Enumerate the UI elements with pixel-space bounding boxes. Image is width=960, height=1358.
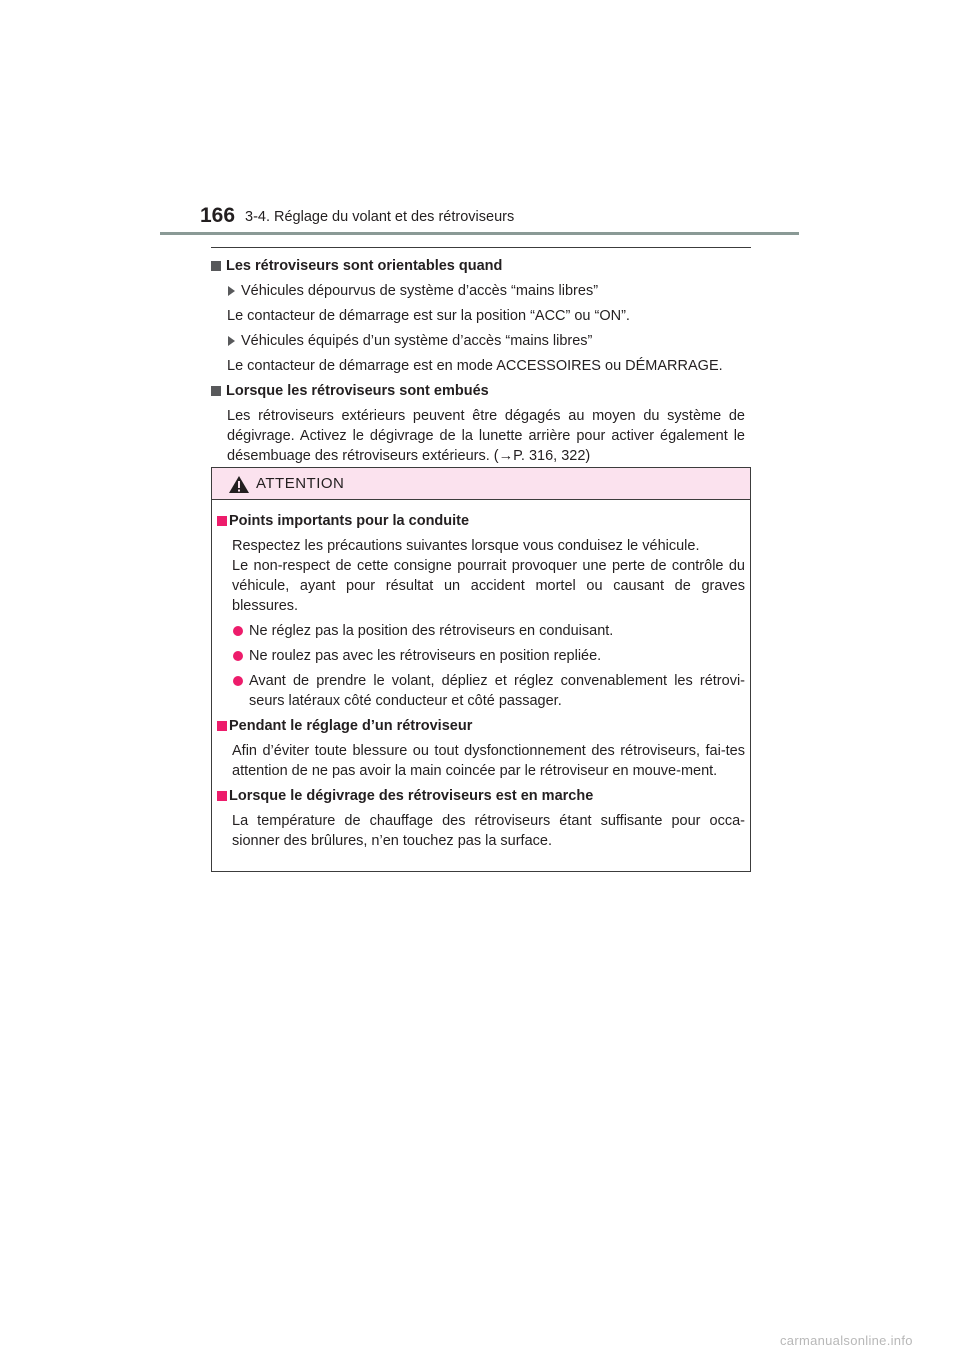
square-bullet-icon: [217, 791, 227, 801]
square-bullet-icon: [217, 721, 227, 731]
list-item: Ne roulez pas avec les rétroviseurs en position repliée.: [217, 646, 745, 666]
content-top-rule: [211, 247, 751, 248]
paragraph: La température de chauffage des rétroviseurs étant suffisante pour occa-sionner des brûlures, n’en touchez pas la surface.: [232, 813, 745, 849]
triangle-bullet-icon: [228, 286, 235, 296]
attention-body: [217, 511, 745, 856]
heading-mirrors-fogged: Lorsque les rétroviseurs sont embués: [211, 381, 751, 401]
paragraph: Le non-respect de cette consigne pourrait provoquer une perte de contrôle du véhicule, ayant pour résultat un accident mortel ou causant de graves blessures.: [232, 558, 745, 614]
paragraph: Respectez les précautions suivantes lorsque vous conduisez le véhicule.: [232, 538, 700, 554]
heading-driving-points: Points importants pour la conduite: [217, 511, 745, 531]
square-bullet-icon: [211, 386, 221, 396]
paragraph: Le contacteur de démarrage est en mode ACCESSOIRES ou DÉMARRAGE.: [227, 358, 723, 374]
square-bullet-icon: [217, 516, 227, 526]
heading-defogger-on: Lorsque le dégivrage des rétroviseurs est en marche: [217, 786, 745, 806]
page-header: [0, 0, 960, 240]
section-title: 3-4. Réglage du volant et des rétroviseurs: [245, 209, 515, 225]
header-rule: [160, 232, 799, 235]
list-item: Ne réglez pas la position des rétroviseurs en conduisant.: [217, 621, 745, 641]
attention-header: [212, 468, 750, 500]
heading-mirrors-adjustable: Les rétroviseurs sont orientables quand: [211, 256, 751, 276]
subheading-with-smart-key: Véhicules équipés d’un système d’accès “mains libres”: [211, 331, 751, 351]
attention-title: ATTENTION: [256, 475, 345, 492]
heading-mirror-adjusting: Pendant le réglage d’un rétroviseur: [217, 716, 745, 736]
watermark: carmanualsonline.info: [780, 1333, 913, 1348]
paragraph: Le contacteur de démarrage est sur la position “ACC” ou “ON”.: [227, 308, 630, 324]
page-number: 166: [200, 204, 236, 227]
triangle-bullet-icon: [228, 336, 235, 346]
square-bullet-icon: [211, 261, 221, 271]
list-item: Avant de prendre le volant, dépliez et réglez convenablement les rétrovi-seurs latéraux côté conducteur et côté passager.: [217, 671, 745, 711]
paragraph: Afin d’éviter toute blessure ou tout dysfonctionnement des rétroviseurs, fai-tes attention de ne pas avoir la main coincée par le rétroviseur en mouve-ment.: [232, 743, 745, 779]
paragraph: Les rétroviseurs extérieurs peuvent être dégagés au moyen du système de dégivrage. Activez le dégivrage de la lunette arrière pour activer également le désembuage des rétroviseurs extérieurs. (→P. 316, 322): [227, 408, 745, 464]
circle-bullet-icon: [233, 676, 243, 686]
circle-bullet-icon: [233, 626, 243, 636]
attention-box: [211, 467, 751, 872]
main-content: [211, 256, 751, 471]
circle-bullet-icon: [233, 651, 243, 661]
subheading-without-smart-key: Véhicules dépourvus de système d’accès “mains libres”: [211, 281, 751, 301]
warning-triangle-icon: [228, 475, 250, 494]
